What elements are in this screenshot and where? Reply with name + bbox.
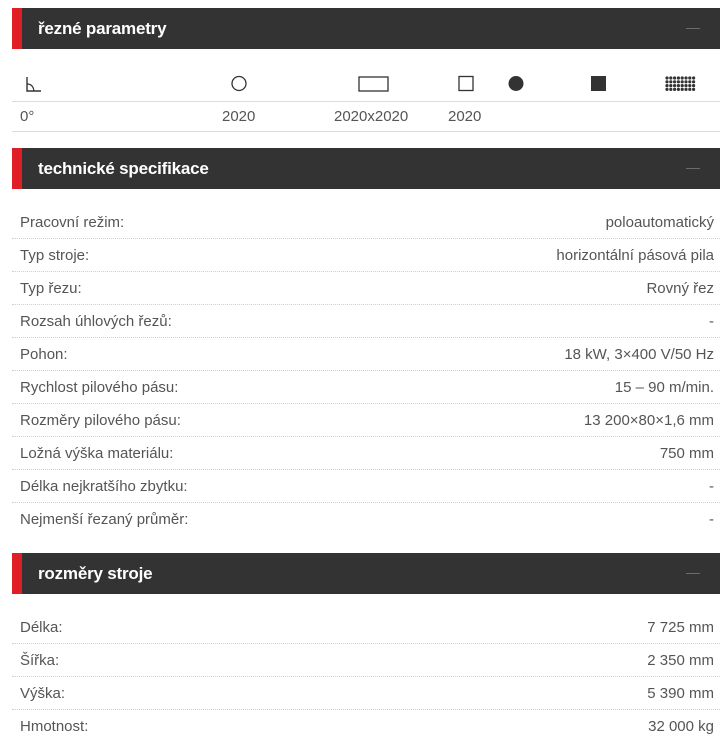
spec-label: Typ řezu:	[20, 280, 82, 297]
round-bar-icon	[230, 72, 250, 96]
section-header-dims[interactable]	[12, 553, 720, 594]
spec-row	[12, 611, 720, 644]
section-title: rozměry stroje	[38, 564, 153, 583]
spec-label: Typ stroje:	[20, 247, 90, 264]
spec-value: -	[709, 313, 714, 330]
dims-spec-table	[12, 611, 720, 743]
spec-value: 15 – 90 m/min.	[614, 379, 714, 396]
spec-row	[12, 644, 720, 677]
angle-icon	[24, 72, 44, 96]
spec-label: Šířka:	[20, 652, 60, 669]
spec-value: 32 000 kg	[648, 718, 714, 735]
spec-row	[12, 470, 720, 503]
spec-value: 7 725 mm	[647, 619, 714, 636]
spec-label: Pracovní režim:	[20, 214, 125, 231]
rectangle-bar-icon	[357, 72, 391, 96]
spec-label: Nejmenší řezaný průměr:	[20, 511, 189, 528]
spec-value: poloautomatický	[605, 214, 714, 231]
round-value: 2020	[222, 108, 256, 125]
tech-spec-table	[12, 206, 720, 536]
angle-value: 0°	[20, 108, 35, 125]
spec-label: Hmotnost:	[20, 718, 89, 735]
spec-label: Délka nejkratšího zbytku:	[20, 478, 188, 495]
collapse-icon[interactable]	[686, 573, 700, 574]
spec-row	[12, 371, 720, 404]
spec-label: Výška:	[20, 685, 66, 702]
spec-row	[12, 305, 720, 338]
spec-value: horizontální pásová pila	[556, 247, 714, 264]
square-value: 2020	[448, 108, 482, 125]
spec-label: Rychlost pilového pásu:	[20, 379, 179, 396]
spec-value: 5 390 mm	[647, 685, 714, 702]
rectangle-value: 2020x2020	[334, 108, 409, 125]
bundle-icon	[664, 72, 698, 96]
square-bar-icon	[456, 72, 476, 96]
collapse-icon[interactable]	[686, 28, 700, 29]
solid-round-icon	[507, 72, 527, 96]
spec-label: Rozměry pilového pásu:	[20, 412, 181, 429]
spec-row	[12, 239, 720, 272]
section-accent	[12, 8, 22, 49]
spec-value: 13 200×80×1,6 mm	[583, 412, 714, 429]
section-title: technické specifikace	[38, 159, 209, 178]
spec-row	[12, 437, 720, 470]
section-header-cutting[interactable]	[12, 8, 720, 49]
spec-label: Pohon:	[20, 346, 68, 363]
section-accent	[12, 553, 22, 594]
spec-value: -	[709, 478, 714, 495]
spec-row	[12, 206, 720, 239]
spec-value: 2 350 mm	[647, 652, 714, 669]
spec-row	[12, 710, 720, 743]
spec-row	[12, 677, 720, 710]
spec-row	[12, 404, 720, 437]
solid-square-icon	[589, 72, 609, 96]
spec-value: 750 mm	[659, 445, 714, 462]
spec-row	[12, 272, 720, 305]
cutting-icons-row	[12, 72, 720, 96]
spec-row	[12, 503, 720, 536]
spec-value: 18 kW, 3×400 V/50 Hz	[564, 346, 714, 363]
cutting-values-row	[12, 101, 720, 132]
spec-row	[12, 338, 720, 371]
spec-label: Ložná výška materiálu:	[20, 445, 174, 462]
spec-label: Délka:	[20, 619, 63, 636]
spec-value: Rovný řez	[646, 280, 714, 297]
spec-value: -	[709, 511, 714, 528]
section-title: řezné parametry	[38, 19, 167, 38]
collapse-icon[interactable]	[686, 168, 700, 169]
spec-label: Rozsah úhlových řezů:	[20, 313, 172, 330]
section-header-tech[interactable]	[12, 148, 720, 189]
section-accent	[12, 148, 22, 189]
